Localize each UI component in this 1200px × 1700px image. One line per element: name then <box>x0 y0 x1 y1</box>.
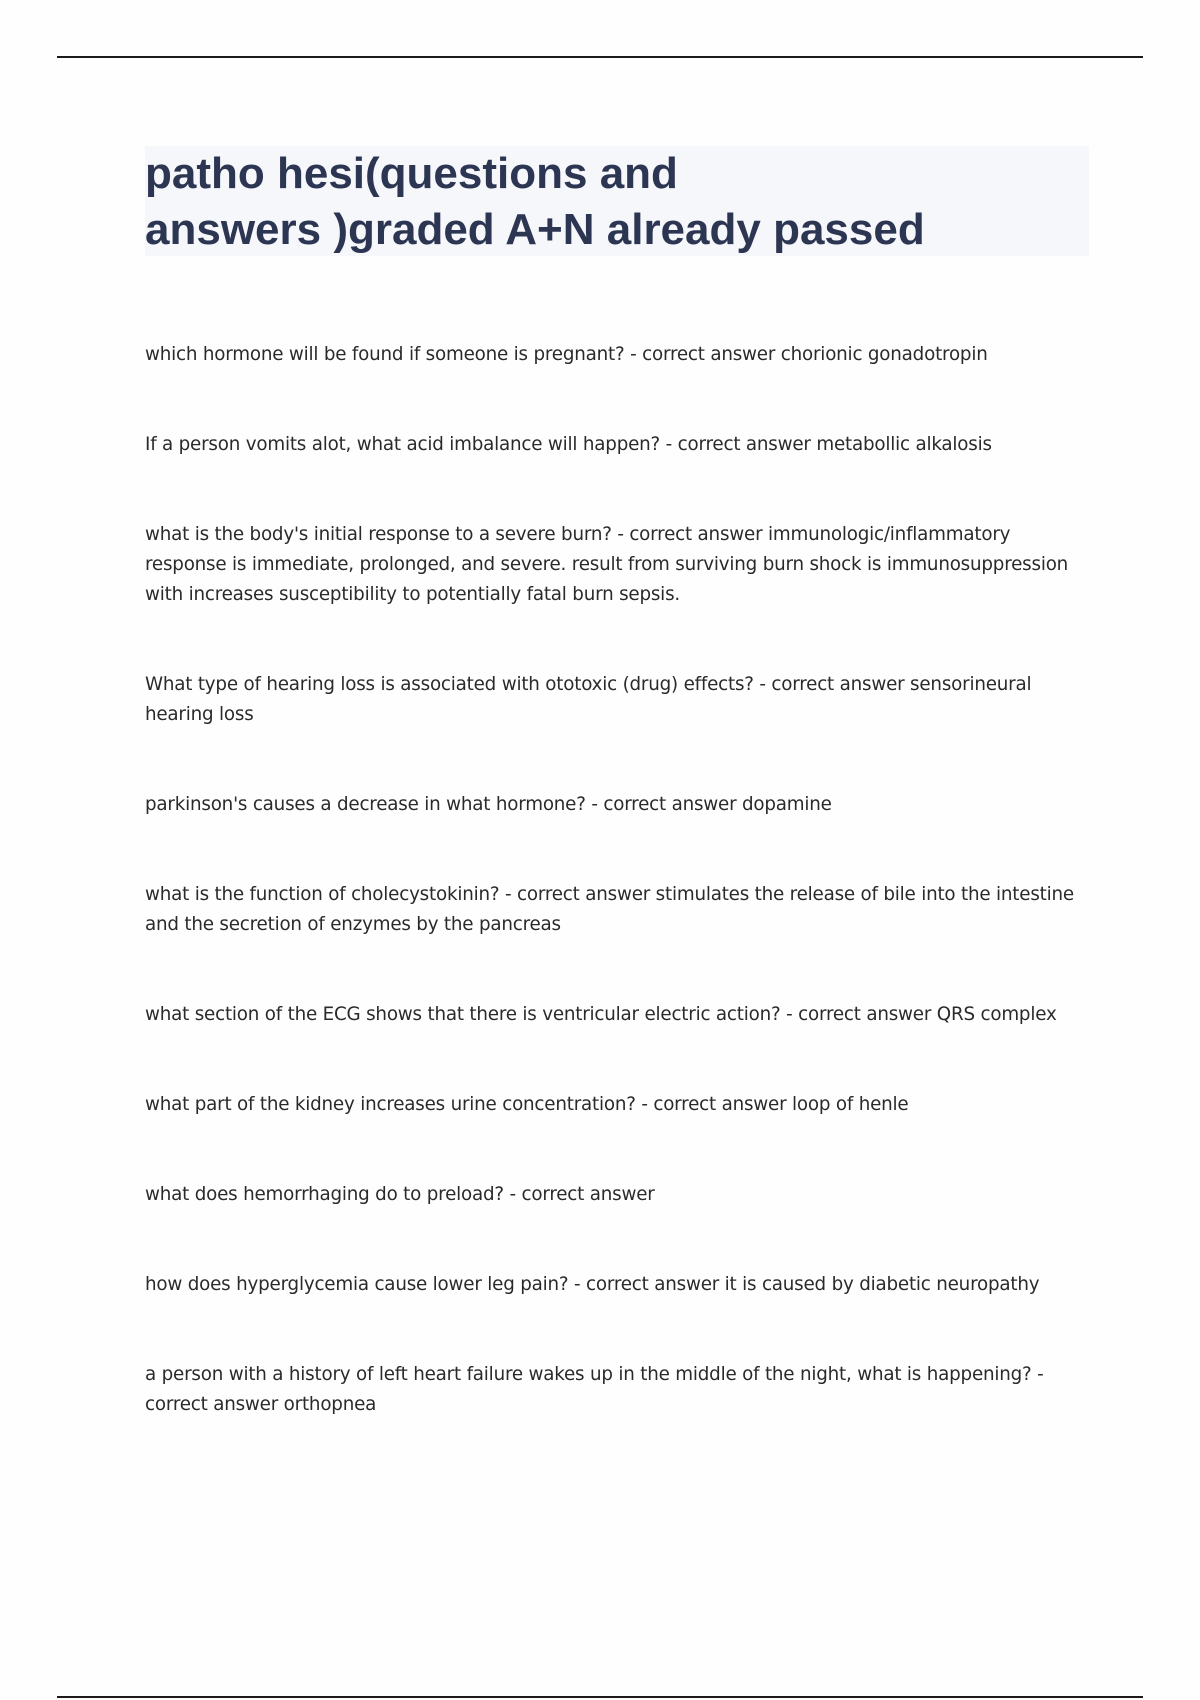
qa-item-6: what is the function of cholecystokinin? - correct answer stimulates the release of bile into the intestine and the secretion of enzymes by the pancreas <box>145 884 1074 935</box>
qa-item-10: how does hyperglycemia cause lower leg pain? - correct answer it is caused by diabetic neuropathy <box>145 1274 1040 1295</box>
qa-item-1: which hormone will be found if someone is pregnant? - correct answer chorionic gonadotropin <box>145 344 988 365</box>
qa-list <box>145 340 1090 1480</box>
document-title: patho hesi(questions and answers )graded A+N already passed <box>145 149 925 254</box>
qa-item-9: what does hemorrhaging do to preload? - correct answer <box>145 1184 655 1205</box>
title-banner <box>145 146 1089 256</box>
qa-item-7: what section of the ECG shows that there is ventricular electric action? - correct answer QRS complex <box>145 1004 1057 1025</box>
qa-item-4: What type of hearing loss is associated with ototoxic (drug) effects? - correct answer sensorineural hearing loss <box>145 674 1032 725</box>
qa-item-8: what part of the kidney increases urine concentration? - correct answer loop of henle <box>145 1094 909 1115</box>
qa-item-3: what is the body's initial response to a severe burn? - correct answer immunologic/inflammatory response is immediate, prolonged, and severe. result from surviving burn shock is immunosuppression with increases susceptibility to potentially fatal burn sepsis. <box>145 524 1069 605</box>
top-rule <box>57 56 1143 58</box>
bottom-rule <box>57 1696 1143 1698</box>
qa-item-2: If a person vomits alot, what acid imbalance will happen? - correct answer metabollic alkalosis <box>145 434 992 455</box>
qa-item-11: a person with a history of left heart failure wakes up in the middle of the night, what is happening? - correct answer orthopnea <box>145 1364 1044 1415</box>
qa-item-5: parkinson's causes a decrease in what hormone? - correct answer dopamine <box>145 794 832 815</box>
